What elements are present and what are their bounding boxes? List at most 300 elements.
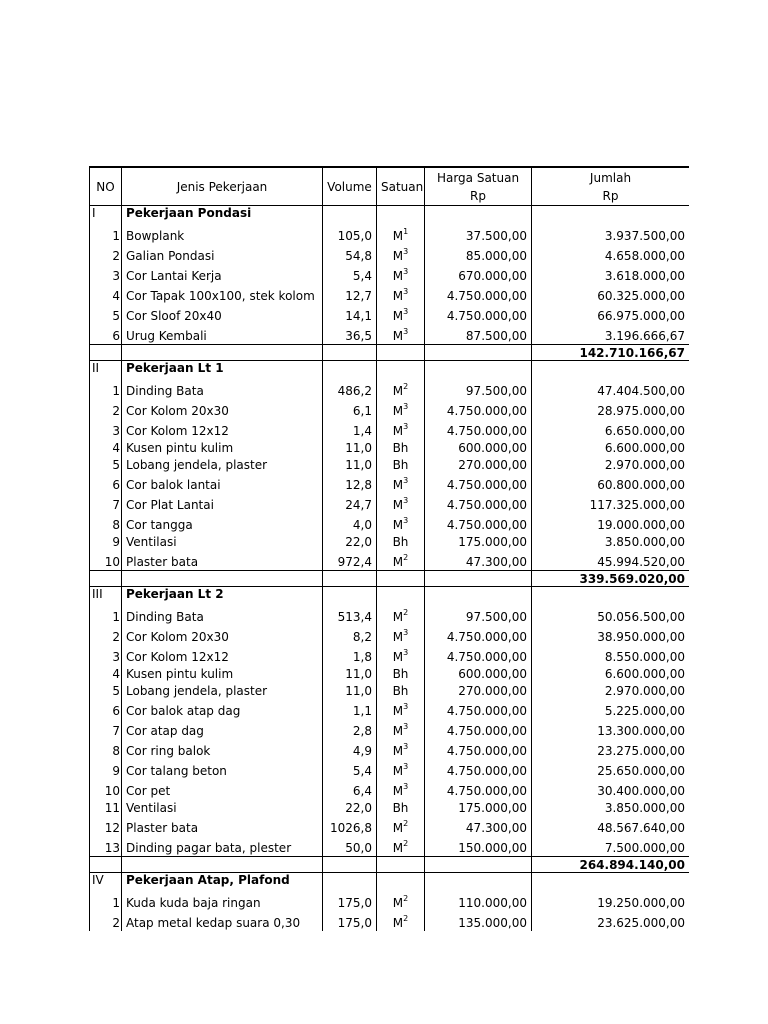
item-unit-price: 4.750.000,00 bbox=[425, 399, 532, 419]
item-unit bbox=[377, 605, 425, 625]
table-row bbox=[90, 264, 690, 284]
header-jumlah-currency: Rp bbox=[602, 188, 619, 203]
item-name: Cor balok lantai bbox=[122, 473, 323, 493]
item-name: Bowplank bbox=[122, 224, 323, 244]
unit-exponent: 3 bbox=[403, 267, 409, 276]
header-harga-label: Harga Satuan bbox=[436, 170, 520, 185]
unit-exponent: 3 bbox=[403, 327, 409, 336]
unit-symbol: M bbox=[392, 744, 404, 758]
empty-cell bbox=[425, 571, 532, 587]
item-volume: 36,5 bbox=[323, 324, 377, 345]
item-unit-price: 97.500,00 bbox=[425, 379, 532, 399]
item-volume: 972,4 bbox=[323, 550, 377, 571]
item-unit-price: 110.000,00 bbox=[425, 891, 532, 911]
item-number: 9 bbox=[90, 533, 122, 550]
item-number: 6 bbox=[90, 473, 122, 493]
unit-exponent: 3 bbox=[403, 247, 409, 256]
unit-symbol: M bbox=[392, 704, 404, 718]
table-row bbox=[90, 779, 690, 799]
item-name: Lobang jendela, plaster bbox=[122, 682, 323, 699]
item-name: Cor atap dag bbox=[122, 719, 323, 739]
unit-exponent: 2 bbox=[403, 553, 409, 562]
item-number: 4 bbox=[90, 439, 122, 456]
unit-symbol: Bh bbox=[392, 684, 409, 698]
item-total: 117.325.000,00 bbox=[532, 493, 690, 513]
item-volume: 1,4 bbox=[323, 419, 377, 439]
unit-symbol: M bbox=[392, 896, 404, 910]
item-total: 4.658.000,00 bbox=[532, 244, 690, 264]
unit-exponent: 3 bbox=[403, 476, 409, 485]
item-volume: 513,4 bbox=[323, 605, 377, 625]
table-row bbox=[90, 324, 690, 345]
item-name: Cor Kolom 20x30 bbox=[122, 399, 323, 419]
unit-symbol: M bbox=[392, 784, 404, 798]
unit-exponent: 3 bbox=[403, 287, 409, 296]
item-unit-price: 85.000,00 bbox=[425, 244, 532, 264]
item-number: 5 bbox=[90, 456, 122, 473]
section-header-row bbox=[90, 587, 690, 606]
item-total: 50.056.500,00 bbox=[532, 605, 690, 625]
section-title: Pekerjaan Lt 2 bbox=[122, 587, 323, 606]
item-total: 60.800.000,00 bbox=[532, 473, 690, 493]
item-unit-price: 4.750.000,00 bbox=[425, 625, 532, 645]
table-row bbox=[90, 379, 690, 399]
unit-exponent: 3 bbox=[403, 402, 409, 411]
item-unit-price: 87.500,00 bbox=[425, 324, 532, 345]
header-jenis-pekerjaan: Jenis Pekerjaan bbox=[122, 167, 323, 206]
table-row bbox=[90, 682, 690, 699]
section-roman: IV bbox=[90, 873, 122, 892]
item-name: Kusen pintu kulim bbox=[122, 665, 323, 682]
item-number: 12 bbox=[90, 816, 122, 836]
item-name: Plaster bata bbox=[122, 550, 323, 571]
item-number: 8 bbox=[90, 513, 122, 533]
item-volume: 11,0 bbox=[323, 439, 377, 456]
section-roman: II bbox=[90, 361, 122, 380]
table-row bbox=[90, 419, 690, 439]
item-unit bbox=[377, 891, 425, 911]
item-unit bbox=[377, 244, 425, 264]
item-volume: 11,0 bbox=[323, 665, 377, 682]
cost-estimate-table bbox=[89, 166, 689, 931]
item-total: 25.650.000,00 bbox=[532, 759, 690, 779]
unit-symbol: M bbox=[392, 650, 404, 664]
item-volume: 4,0 bbox=[323, 513, 377, 533]
item-unit bbox=[377, 682, 425, 699]
empty-cell bbox=[377, 587, 425, 606]
item-total: 2.970.000,00 bbox=[532, 456, 690, 473]
table-row bbox=[90, 836, 690, 857]
item-volume: 11,0 bbox=[323, 682, 377, 699]
item-volume: 175,0 bbox=[323, 891, 377, 911]
unit-symbol: M bbox=[392, 841, 404, 855]
header-jumlah bbox=[532, 167, 690, 206]
item-unit bbox=[377, 739, 425, 759]
item-total: 48.567.640,00 bbox=[532, 816, 690, 836]
item-unit bbox=[377, 665, 425, 682]
table-row bbox=[90, 605, 690, 625]
unit-exponent: 3 bbox=[403, 702, 409, 711]
item-name: Cor pet bbox=[122, 779, 323, 799]
item-number: 10 bbox=[90, 550, 122, 571]
item-number: 4 bbox=[90, 284, 122, 304]
empty-cell bbox=[425, 587, 532, 606]
item-name: Urug Kembali bbox=[122, 324, 323, 345]
header-jumlah-label: Jumlah bbox=[589, 170, 632, 185]
table-row bbox=[90, 759, 690, 779]
item-unit bbox=[377, 799, 425, 816]
item-unit bbox=[377, 399, 425, 419]
item-volume: 5,4 bbox=[323, 264, 377, 284]
item-volume: 22,0 bbox=[323, 799, 377, 816]
item-name: Plaster bata bbox=[122, 816, 323, 836]
item-unit bbox=[377, 759, 425, 779]
unit-exponent: 3 bbox=[403, 628, 409, 637]
item-volume: 22,0 bbox=[323, 533, 377, 550]
item-unit-price: 47.300,00 bbox=[425, 816, 532, 836]
item-volume: 11,0 bbox=[323, 456, 377, 473]
unit-exponent: 3 bbox=[403, 722, 409, 731]
item-number: 6 bbox=[90, 699, 122, 719]
item-number: 13 bbox=[90, 836, 122, 857]
item-unit bbox=[377, 224, 425, 244]
item-unit-price: 4.750.000,00 bbox=[425, 493, 532, 513]
item-number: 4 bbox=[90, 665, 122, 682]
item-volume: 54,8 bbox=[323, 244, 377, 264]
section-subtotal: 142.710.166,67 bbox=[532, 345, 690, 361]
unit-exponent: 2 bbox=[403, 819, 409, 828]
header-volume: Volume bbox=[323, 167, 377, 206]
unit-symbol: M bbox=[392, 404, 404, 418]
item-volume: 486,2 bbox=[323, 379, 377, 399]
empty-cell bbox=[425, 361, 532, 380]
item-unit bbox=[377, 513, 425, 533]
subtotal-row bbox=[90, 345, 690, 361]
item-volume: 6,1 bbox=[323, 399, 377, 419]
item-total: 47.404.500,00 bbox=[532, 379, 690, 399]
empty-cell bbox=[377, 361, 425, 380]
item-name: Atap metal kedap suara 0,30 bbox=[122, 911, 323, 931]
item-name: Cor Plat Lantai bbox=[122, 493, 323, 513]
item-name: Ventilasi bbox=[122, 533, 323, 550]
item-volume: 1026,8 bbox=[323, 816, 377, 836]
item-name: Kusen pintu kulim bbox=[122, 439, 323, 456]
item-name: Cor balok atap dag bbox=[122, 699, 323, 719]
unit-exponent: 2 bbox=[403, 608, 409, 617]
subtotal-row bbox=[90, 857, 690, 873]
item-unit-price: 175.000,00 bbox=[425, 533, 532, 550]
unit-symbol: Bh bbox=[392, 801, 409, 815]
empty-cell bbox=[532, 873, 690, 892]
item-total: 3.850.000,00 bbox=[532, 533, 690, 550]
item-number: 2 bbox=[90, 399, 122, 419]
item-total: 3.618.000,00 bbox=[532, 264, 690, 284]
section-title: Pekerjaan Lt 1 bbox=[122, 361, 323, 380]
item-number: 3 bbox=[90, 264, 122, 284]
unit-exponent: 3 bbox=[403, 648, 409, 657]
item-unit-price: 270.000,00 bbox=[425, 682, 532, 699]
unit-exponent: 3 bbox=[403, 516, 409, 525]
item-total: 5.225.000,00 bbox=[532, 699, 690, 719]
item-unit-price: 47.300,00 bbox=[425, 550, 532, 571]
item-unit-price: 4.750.000,00 bbox=[425, 513, 532, 533]
section-header-row bbox=[90, 873, 690, 892]
unit-exponent: 2 bbox=[403, 382, 409, 391]
table-row bbox=[90, 891, 690, 911]
item-unit bbox=[377, 324, 425, 345]
item-name: Cor Kolom 12x12 bbox=[122, 645, 323, 665]
header-harga-satuan bbox=[425, 167, 532, 206]
item-total: 19.000.000,00 bbox=[532, 513, 690, 533]
empty-cell bbox=[122, 857, 323, 873]
item-name: Cor Kolom 12x12 bbox=[122, 419, 323, 439]
table-row bbox=[90, 224, 690, 244]
empty-cell bbox=[532, 587, 690, 606]
unit-symbol: M bbox=[392, 821, 404, 835]
unit-symbol: M bbox=[392, 289, 404, 303]
item-number: 2 bbox=[90, 244, 122, 264]
item-name: Cor Tapak 100x100, stek kolom bbox=[122, 284, 323, 304]
unit-symbol: M bbox=[392, 916, 404, 930]
item-volume: 5,4 bbox=[323, 759, 377, 779]
item-total: 2.970.000,00 bbox=[532, 682, 690, 699]
item-volume: 24,7 bbox=[323, 493, 377, 513]
item-unit-price: 175.000,00 bbox=[425, 799, 532, 816]
item-volume: 14,1 bbox=[323, 304, 377, 324]
item-unit bbox=[377, 284, 425, 304]
item-number: 11 bbox=[90, 799, 122, 816]
item-unit-price: 37.500,00 bbox=[425, 224, 532, 244]
empty-cell bbox=[90, 571, 122, 587]
empty-cell bbox=[377, 345, 425, 361]
table-row bbox=[90, 244, 690, 264]
item-name: Kuda kuda baja ringan bbox=[122, 891, 323, 911]
unit-symbol: M bbox=[392, 555, 404, 569]
section-header-row bbox=[90, 206, 690, 225]
item-volume: 175,0 bbox=[323, 911, 377, 931]
item-unit bbox=[377, 816, 425, 836]
item-total: 3.850.000,00 bbox=[532, 799, 690, 816]
item-total: 19.250.000,00 bbox=[532, 891, 690, 911]
header-satuan: Satuan bbox=[377, 167, 425, 206]
empty-cell bbox=[323, 571, 377, 587]
item-unit bbox=[377, 911, 425, 931]
table-row bbox=[90, 699, 690, 719]
empty-cell bbox=[377, 873, 425, 892]
item-unit-price: 4.750.000,00 bbox=[425, 473, 532, 493]
table-body bbox=[90, 206, 690, 932]
unit-symbol: Bh bbox=[392, 441, 409, 455]
item-volume: 4,9 bbox=[323, 739, 377, 759]
item-unit bbox=[377, 419, 425, 439]
item-name: Galian Pondasi bbox=[122, 244, 323, 264]
item-unit bbox=[377, 625, 425, 645]
item-unit bbox=[377, 493, 425, 513]
item-number: 2 bbox=[90, 911, 122, 931]
unit-symbol: M bbox=[392, 384, 404, 398]
empty-cell bbox=[122, 571, 323, 587]
item-total: 8.550.000,00 bbox=[532, 645, 690, 665]
item-volume: 6,4 bbox=[323, 779, 377, 799]
table-row bbox=[90, 284, 690, 304]
unit-exponent: 3 bbox=[403, 422, 409, 431]
empty-cell bbox=[377, 571, 425, 587]
item-name: Dinding Bata bbox=[122, 379, 323, 399]
section-header-row bbox=[90, 361, 690, 380]
table-row bbox=[90, 719, 690, 739]
table-row bbox=[90, 513, 690, 533]
item-number: 9 bbox=[90, 759, 122, 779]
item-total: 23.275.000,00 bbox=[532, 739, 690, 759]
unit-symbol: M bbox=[392, 518, 404, 532]
item-unit-price: 150.000,00 bbox=[425, 836, 532, 857]
empty-cell bbox=[323, 206, 377, 225]
item-number: 5 bbox=[90, 304, 122, 324]
item-unit bbox=[377, 836, 425, 857]
item-name: Cor Sloof 20x40 bbox=[122, 304, 323, 324]
item-volume: 105,0 bbox=[323, 224, 377, 244]
item-unit-price: 600.000,00 bbox=[425, 665, 532, 682]
item-volume: 8,2 bbox=[323, 625, 377, 645]
empty-cell bbox=[377, 857, 425, 873]
table-row bbox=[90, 493, 690, 513]
unit-symbol: M bbox=[392, 630, 404, 644]
item-number: 1 bbox=[90, 605, 122, 625]
unit-symbol: Bh bbox=[392, 458, 409, 472]
section-title: Pekerjaan Pondasi bbox=[122, 206, 323, 225]
item-number: 6 bbox=[90, 324, 122, 345]
empty-cell bbox=[323, 857, 377, 873]
table-row bbox=[90, 645, 690, 665]
unit-symbol: M bbox=[392, 478, 404, 492]
item-total: 7.500.000,00 bbox=[532, 836, 690, 857]
table-row bbox=[90, 816, 690, 836]
empty-cell bbox=[377, 206, 425, 225]
table-row bbox=[90, 739, 690, 759]
item-unit bbox=[377, 439, 425, 456]
item-number: 3 bbox=[90, 645, 122, 665]
empty-cell bbox=[425, 206, 532, 225]
item-name: Dinding Bata bbox=[122, 605, 323, 625]
section-roman: III bbox=[90, 587, 122, 606]
empty-cell bbox=[532, 361, 690, 380]
item-unit-price: 270.000,00 bbox=[425, 456, 532, 473]
unit-symbol: M bbox=[392, 249, 404, 263]
item-number: 3 bbox=[90, 419, 122, 439]
empty-cell bbox=[323, 587, 377, 606]
unit-exponent: 1 bbox=[403, 227, 409, 236]
section-subtotal: 339.569.020,00 bbox=[532, 571, 690, 587]
item-total: 30.400.000,00 bbox=[532, 779, 690, 799]
empty-cell bbox=[425, 873, 532, 892]
item-number: 1 bbox=[90, 891, 122, 911]
item-unit bbox=[377, 779, 425, 799]
table-header-row bbox=[90, 167, 690, 206]
unit-exponent: 3 bbox=[403, 742, 409, 751]
item-unit-price: 670.000,00 bbox=[425, 264, 532, 284]
empty-cell bbox=[122, 345, 323, 361]
unit-symbol: Bh bbox=[392, 667, 409, 681]
table-row bbox=[90, 304, 690, 324]
item-unit bbox=[377, 473, 425, 493]
item-volume: 2,8 bbox=[323, 719, 377, 739]
empty-cell bbox=[90, 345, 122, 361]
item-name: Ventilasi bbox=[122, 799, 323, 816]
item-unit bbox=[377, 645, 425, 665]
item-volume: 12,8 bbox=[323, 473, 377, 493]
header-harga-currency: Rp bbox=[470, 188, 486, 203]
item-unit bbox=[377, 379, 425, 399]
item-total: 6.600.000,00 bbox=[532, 439, 690, 456]
item-total: 60.325.000,00 bbox=[532, 284, 690, 304]
item-unit bbox=[377, 533, 425, 550]
empty-cell bbox=[323, 361, 377, 380]
unit-symbol: M bbox=[392, 229, 404, 243]
section-roman: I bbox=[90, 206, 122, 225]
item-number: 7 bbox=[90, 493, 122, 513]
unit-symbol: M bbox=[392, 724, 404, 738]
item-volume: 1,1 bbox=[323, 699, 377, 719]
unit-exponent: 2 bbox=[403, 839, 409, 848]
item-total: 13.300.000,00 bbox=[532, 719, 690, 739]
item-unit bbox=[377, 304, 425, 324]
item-unit-price: 4.750.000,00 bbox=[425, 779, 532, 799]
item-unit-price: 4.750.000,00 bbox=[425, 419, 532, 439]
item-name: Lobang jendela, plaster bbox=[122, 456, 323, 473]
table-row bbox=[90, 439, 690, 456]
item-name: Cor tangga bbox=[122, 513, 323, 533]
item-number: 5 bbox=[90, 682, 122, 699]
unit-symbol: M bbox=[392, 329, 404, 343]
item-name: Cor talang beton bbox=[122, 759, 323, 779]
table-row bbox=[90, 399, 690, 419]
item-unit bbox=[377, 550, 425, 571]
unit-symbol: M bbox=[392, 498, 404, 512]
unit-exponent: 3 bbox=[403, 307, 409, 316]
item-total: 23.625.000,00 bbox=[532, 911, 690, 931]
section-title: Pekerjaan Atap, Plafond bbox=[122, 873, 323, 892]
item-unit bbox=[377, 719, 425, 739]
item-volume: 12,7 bbox=[323, 284, 377, 304]
item-number: 7 bbox=[90, 719, 122, 739]
item-unit bbox=[377, 456, 425, 473]
item-total: 66.975.000,00 bbox=[532, 304, 690, 324]
item-total: 45.994.520,00 bbox=[532, 550, 690, 571]
item-total: 6.650.000,00 bbox=[532, 419, 690, 439]
item-name: Dinding pagar bata, plester bbox=[122, 836, 323, 857]
item-unit-price: 4.750.000,00 bbox=[425, 719, 532, 739]
unit-exponent: 3 bbox=[403, 496, 409, 505]
empty-cell bbox=[323, 873, 377, 892]
item-volume: 1,8 bbox=[323, 645, 377, 665]
item-unit-price: 135.000,00 bbox=[425, 911, 532, 931]
item-unit bbox=[377, 264, 425, 284]
unit-symbol: M bbox=[392, 764, 404, 778]
item-total: 3.937.500,00 bbox=[532, 224, 690, 244]
empty-cell bbox=[532, 206, 690, 225]
table-row bbox=[90, 911, 690, 931]
item-unit-price: 4.750.000,00 bbox=[425, 699, 532, 719]
item-unit-price: 97.500,00 bbox=[425, 605, 532, 625]
section-subtotal: 264.894.140,00 bbox=[532, 857, 690, 873]
unit-exponent: 3 bbox=[403, 762, 409, 771]
item-number: 8 bbox=[90, 739, 122, 759]
item-total: 6.600.000,00 bbox=[532, 665, 690, 682]
unit-symbol: M bbox=[392, 269, 404, 283]
unit-symbol: Bh bbox=[392, 535, 409, 549]
item-total: 38.950.000,00 bbox=[532, 625, 690, 645]
item-total: 28.975.000,00 bbox=[532, 399, 690, 419]
